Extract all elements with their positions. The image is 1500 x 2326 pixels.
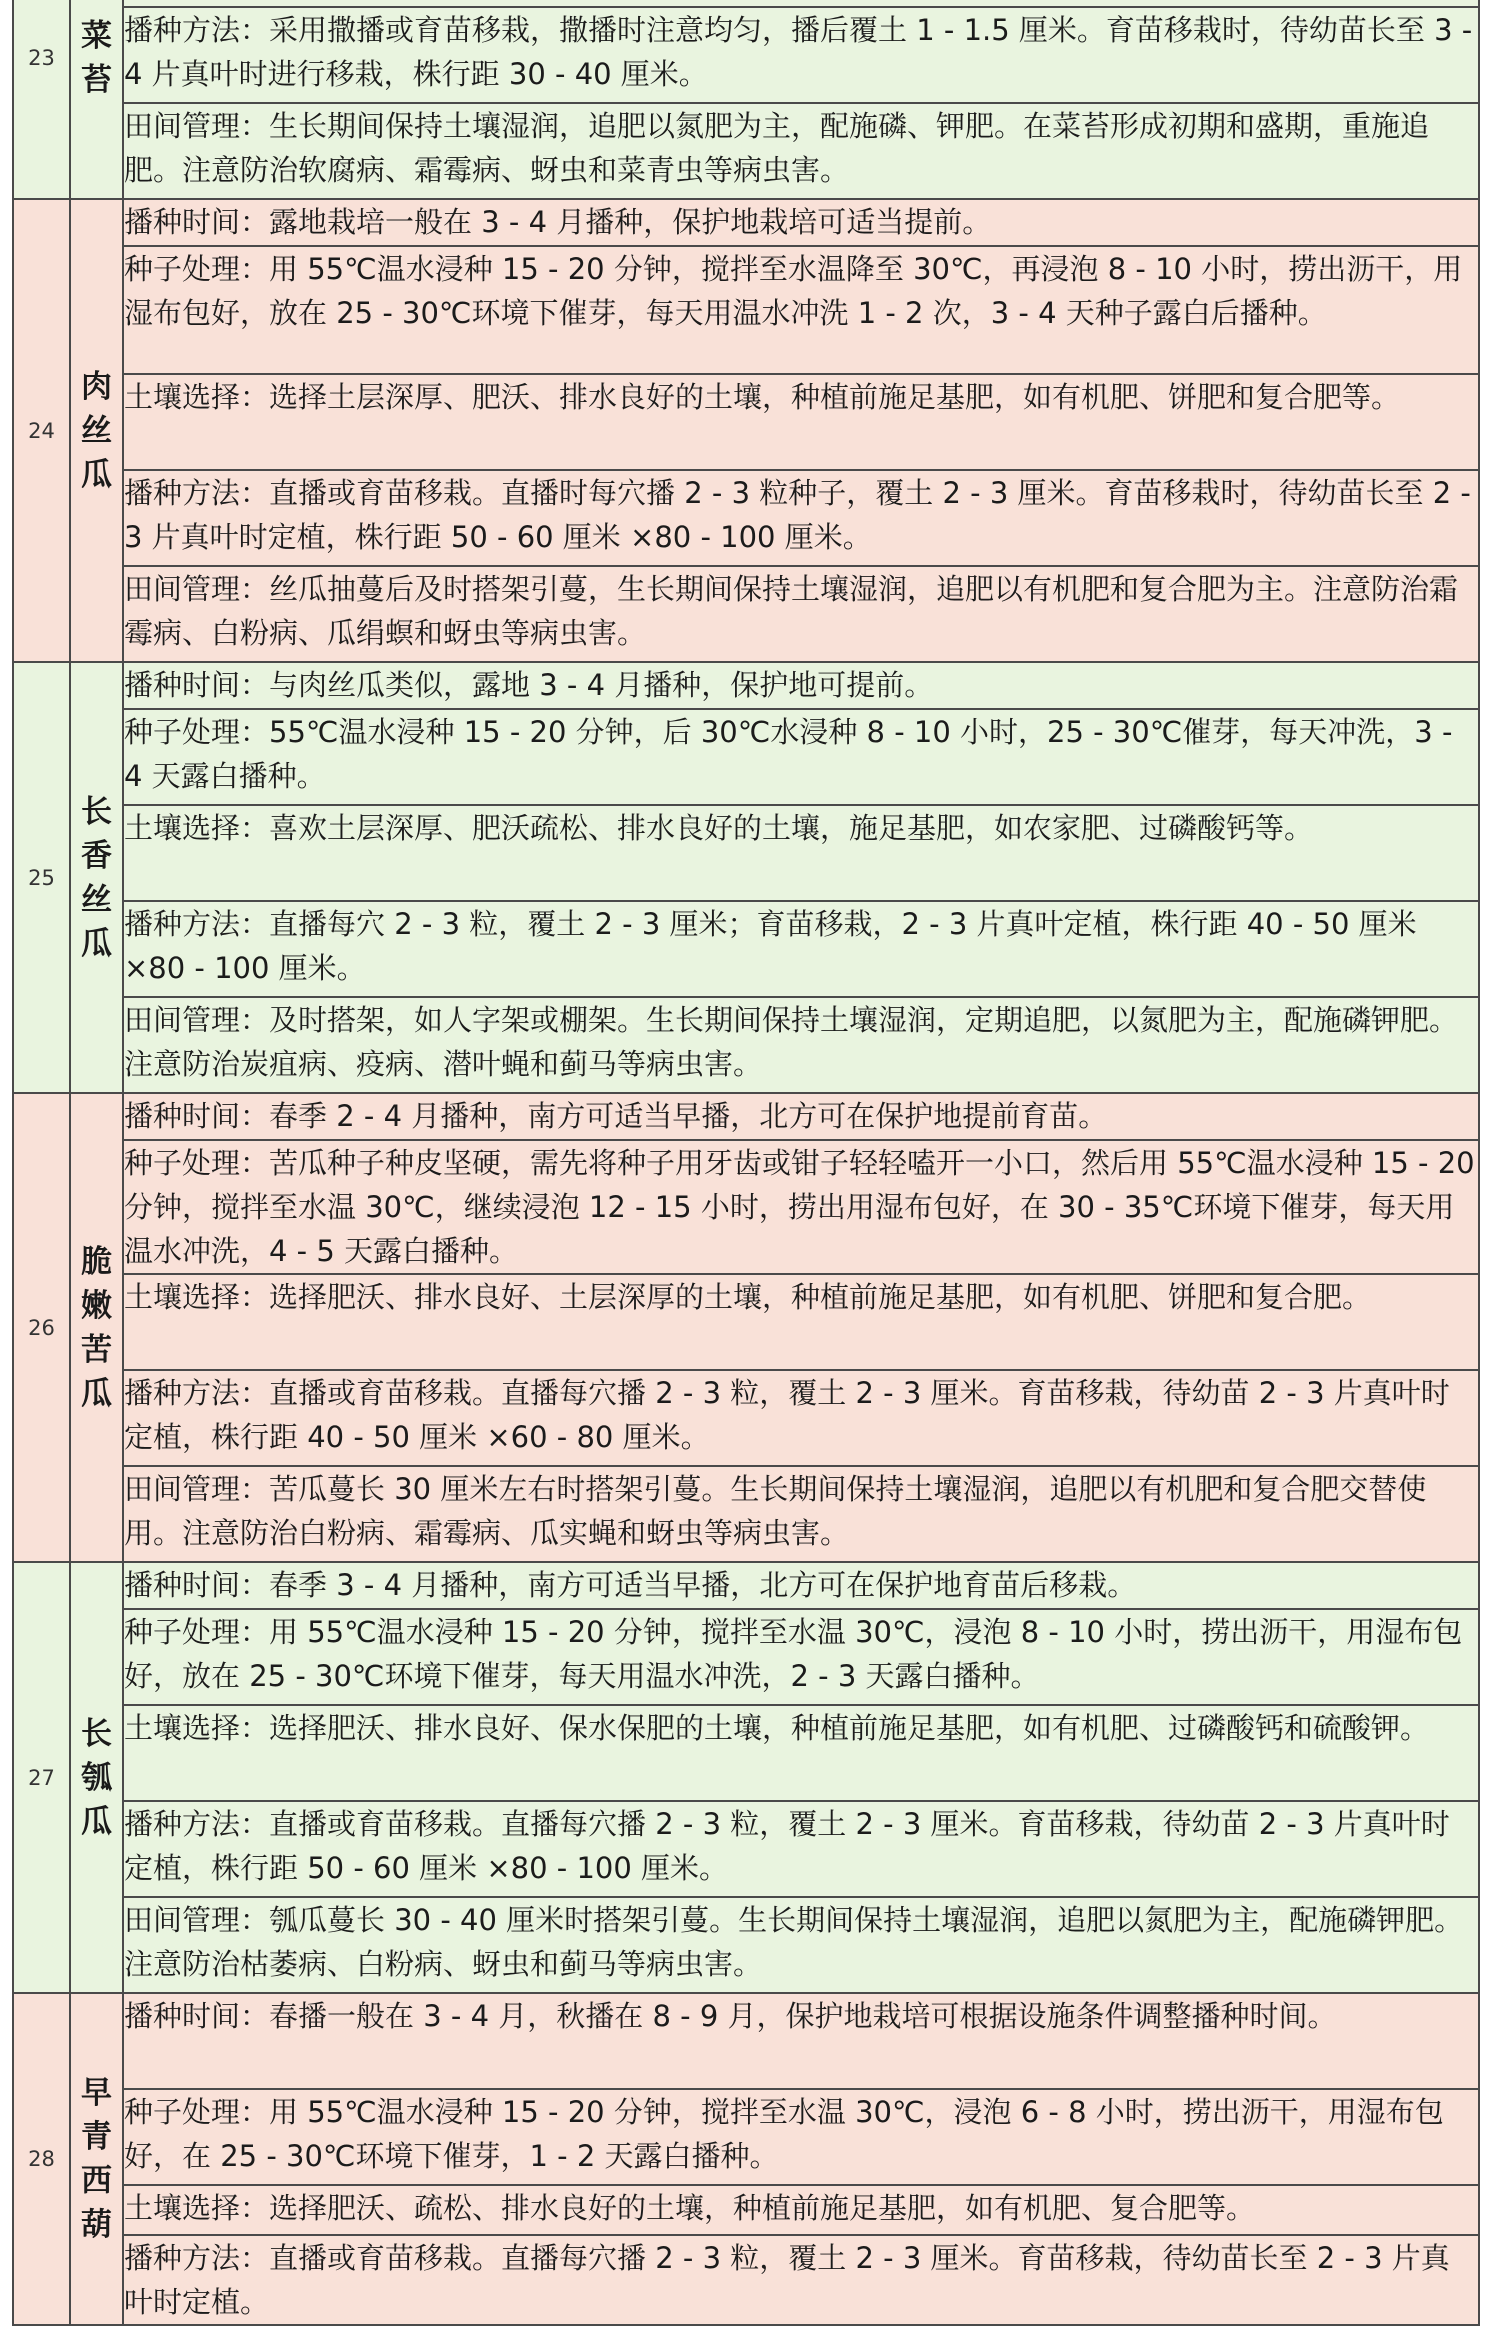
crop-name-text: 脆嫩苦瓜 [81, 1243, 112, 1412]
row-number [13, 199, 70, 662]
table-row [13, 470, 1479, 566]
field-label: 播种方法： [124, 907, 270, 941]
crop-name-text: 长香丝瓜 [81, 793, 112, 962]
row-number-text: 26 [28, 1315, 55, 1340]
table-row [13, 901, 1479, 997]
field-cell [123, 7, 1479, 103]
table-row [13, 374, 1479, 470]
field-cell [123, 1705, 1479, 1801]
table-row [13, 103, 1479, 199]
table-row [13, 0, 1479, 7]
crop-name-text: 菜苔 [81, 18, 112, 98]
field-label: 土壤选择： [124, 380, 270, 414]
field-text: 选择土层深厚、肥沃、排水良好的土壤，种植前施足基肥，如有机肥、饼肥和复合肥等。 [269, 380, 1401, 414]
field-label: 田间管理： [124, 109, 270, 143]
row-number [13, 0, 70, 199]
table-row [13, 199, 1479, 246]
row-number-text: 24 [28, 418, 55, 443]
field-text: 丝瓜抽蔓后及时搭架引蔓，生长期间保持土壤湿润，追肥以有机肥和复合肥为主。注意防治霜霉病、白粉病、瓜绢螟和蚜虫等病虫害。 [124, 572, 1459, 650]
crop-name-text: 长瓠瓜 [81, 1715, 112, 1840]
field-text: 直播或育苗移栽。直播每穴播 2 - 3 粒，覆土 2 - 3 厘米。育苗移栽，待幼苗长至 2 - 3 片真叶时定植。 [124, 2241, 1450, 2319]
field-label: 播种方法： [124, 1376, 270, 1410]
field-text: 及时搭架，如人字架或棚架。生长期间保持土壤湿润，定期追肥，以氮肥为主，配施磷钾肥。注意防治炭疽病、疫病、潜叶蝇和蓟马等病虫害。 [124, 1003, 1459, 1081]
field-label: 播种时间： [124, 1568, 270, 1602]
crop-name-text: 早青西葫 [81, 2075, 112, 2243]
field-label: 田间管理： [124, 572, 270, 606]
field-label: 播种方法： [124, 13, 270, 47]
field-label: 播种时间： [124, 1099, 270, 1133]
table-row [13, 1093, 1479, 1140]
table-row [13, 997, 1479, 1093]
crop-name [70, 199, 123, 662]
field-label: 田间管理： [124, 1472, 270, 1506]
field-text: 采用撒播或育苗移栽，撒播时注意均匀，播后覆土 1 - 1.5 厘米。育苗移栽时，待幼苗长至 3 - 4 片真叶时进行移栽，株行距 30 - 40 厘米。 [124, 13, 1473, 91]
field-text: 露地栽培一般在 3 - 4 月播种，保护地栽培可适当提前。 [269, 205, 992, 239]
field-text: 苦瓜种子种皮坚硬，需先将种子用牙齿或钳子轻轻嗑开一小口，然后用 55℃温水浸种 15 - 20 分钟，搅拌至水温 30℃，继续浸泡 12 - 15 小时，捞出用湿布包好，在 30 - 35℃环境下催芽，每天用温水冲洗，4 - 5 天露白播种。 [124, 1146, 1475, 1268]
field-cell [123, 997, 1479, 1093]
table-row [13, 1609, 1479, 1705]
field-text: 直播每穴 2 - 3 粒，覆土 2 - 3 厘米；育苗移栽，2 - 3 片真叶定植，株行距 40 - 50 厘米 ×80 - 100 厘米。 [124, 907, 1417, 985]
row-number [13, 1993, 70, 2325]
field-label: 播种时间： [124, 205, 270, 239]
field-label: 田间管理： [124, 1903, 270, 1937]
field-label: 种子处理： [124, 715, 270, 749]
field-cell [123, 2235, 1479, 2325]
table-row [13, 805, 1479, 901]
crop-name [70, 1093, 123, 1562]
table-row [13, 2089, 1479, 2185]
table-row [13, 7, 1479, 103]
field-cell [123, 709, 1479, 805]
table-row [13, 1140, 1479, 1274]
field-label: 播种时间： [124, 668, 270, 702]
row-number-text: 23 [28, 46, 55, 70]
field-label: 播种方法： [124, 476, 270, 510]
field-text: 瓠瓜蔓长 30 - 40 厘米时搭架引蔓。生长期间保持土壤湿润，追肥以氮肥为主，配施磷钾肥。注意防治枯萎病、白粉病、蚜虫和蓟马等病虫害。 [124, 1903, 1464, 1981]
field-cell [123, 470, 1479, 566]
field-text [124, 0, 1458, 1]
field-cell [123, 374, 1479, 470]
field-cell [123, 1140, 1479, 1274]
row-number [13, 662, 70, 1093]
field-label: 田间管理： [124, 1003, 270, 1037]
field-text: 用 55℃温水浸种 15 - 20 分钟，搅拌至水温 30℃，浸泡 8 - 10 小时，捞出沥干，用湿布包好，放在 25 - 30℃环境下催芽，每天用温水冲洗，2 - 3 天露白播种。 [124, 1615, 1463, 1693]
table-row [13, 1705, 1479, 1801]
field-label: 种子处理： [124, 252, 270, 286]
field-label: 播种时间： [124, 1999, 270, 2033]
field-text: 选择肥沃、排水良好、土层深厚的土壤，种植前施足基肥，如有机肥、饼肥和复合肥。 [269, 1280, 1372, 1314]
field-cell [123, 246, 1479, 374]
field-cell [123, 103, 1479, 199]
field-cell [123, 0, 1479, 7]
field-cell [123, 199, 1479, 246]
table-row [13, 662, 1479, 709]
field-label: 种子处理： [124, 1615, 270, 1649]
table-row [13, 1993, 1479, 2089]
row-number [13, 1093, 70, 1562]
field-cell [123, 1370, 1479, 1466]
field-label: 土壤选择： [124, 1280, 270, 1314]
field-text: 直播或育苗移栽。直播每穴播 2 - 3 粒，覆土 2 - 3 厘米。育苗移栽，待幼苗 2 - 3 片真叶时定植，株行距 50 - 60 厘米 ×80 - 100 厘米。 [124, 1807, 1450, 1885]
row-number [13, 1562, 70, 1993]
field-cell [123, 1897, 1479, 1993]
table-row [13, 1274, 1479, 1370]
field-label: 播种方法： [124, 1807, 270, 1841]
field-cell [123, 1274, 1479, 1370]
field-cell [123, 1562, 1479, 1609]
field-text: 直播或育苗移栽。直播时每穴播 2 - 3 粒种子，覆土 2 - 3 厘米。育苗移栽时，待幼苗长至 2 - 3 片真叶时定植，株行距 50 - 60 厘米 ×80 - 100 厘米。 [124, 476, 1471, 554]
field-text: 春季 3 - 4 月播种，南方可适当早播，北方可在保护地育苗后移栽。 [269, 1568, 1137, 1602]
table-row [13, 1897, 1479, 1993]
field-cell [123, 566, 1479, 662]
table-row [13, 1466, 1479, 1562]
table-row [13, 1801, 1479, 1897]
field-cell [123, 1466, 1479, 1562]
field-text: 直播或育苗移栽。直播每穴播 2 - 3 粒，覆土 2 - 3 厘米。育苗移栽，待幼苗 2 - 3 片真叶时定植，株行距 40 - 50 厘米 ×60 - 80 厘米。 [124, 1376, 1450, 1454]
field-text: 生长期间保持土壤湿润，追肥以氮肥为主，配施磷、钾肥。在菜苔形成初期和盛期，重施追肥。注意防治软腐病、霜霉病、蚜虫和菜青虫等病虫害。 [124, 109, 1430, 187]
crop-name-text: 肉丝瓜 [81, 368, 112, 493]
field-label: 土壤选择： [124, 811, 270, 845]
row-number-text: 27 [28, 1765, 55, 1790]
crop-name [70, 0, 123, 199]
crop-name [70, 662, 123, 1093]
table-row [13, 2185, 1479, 2235]
crop-name [70, 1562, 123, 1993]
field-text: 用 55℃温水浸种 15 - 20 分钟，搅拌至水温降至 30℃，再浸泡 8 - 10 小时，捞出沥干，用湿布包好，放在 25 - 30℃环境下催芽，每天用温水冲洗 1 - 2 次，3 - 4 天种子露白后播种。 [124, 252, 1463, 330]
table-row [13, 1562, 1479, 1609]
table-row [13, 246, 1479, 374]
field-label: 土壤选择： [124, 2191, 270, 2225]
field-cell [123, 1993, 1479, 2089]
field-cell [123, 2089, 1479, 2185]
field-label: 土壤选择： [124, 1711, 270, 1745]
planting-guide-table [12, 0, 1480, 2326]
field-text: 春季 2 - 4 月播种，南方可适当早播，北方可在保护地提前育苗。 [269, 1099, 1108, 1133]
field-text: 55℃温水浸种 15 - 20 分钟，后 30℃水浸种 8 - 10 小时，25 - 30℃催芽，每天冲洗，3 - 4 天露白播种。 [124, 715, 1453, 793]
crop-name [70, 1993, 123, 2325]
row-number-text: 25 [28, 865, 55, 890]
field-label: 种子处理： [124, 1146, 270, 1180]
field-cell [123, 662, 1479, 709]
table-row [13, 2235, 1479, 2325]
field-text: 与肉丝瓜类似，露地 3 - 4 月播种，保护地可提前。 [269, 668, 934, 702]
field-cell [123, 901, 1479, 997]
field-label: 播种方法： [124, 2241, 270, 2275]
field-cell [123, 1093, 1479, 1140]
field-label: 种子处理： [124, 2095, 270, 2129]
table-row [13, 1370, 1479, 1466]
table-row [13, 566, 1479, 662]
field-cell [123, 1609, 1479, 1705]
row-number-text: 28 [28, 2147, 55, 2171]
field-text: 春播一般在 3 - 4 月，秋播在 8 - 9 月，保护地栽培可根据设施条件调整播种时间。 [269, 1999, 1337, 2033]
field-cell [123, 805, 1479, 901]
field-text: 选择肥沃、疏松、排水良好的土壤，种植前施足基肥，如有机肥、复合肥等。 [269, 2191, 1256, 2225]
field-cell [123, 1801, 1479, 1897]
field-text: 用 55℃温水浸种 15 - 20 分钟，搅拌至水温 30℃，浸泡 6 - 8 小时，捞出沥干，用湿布包好，在 25 - 30℃环境下催芽，1 - 2 天露白播种。 [124, 2095, 1444, 2173]
table-row [13, 709, 1479, 805]
field-text: 选择肥沃、排水良好、保水保肥的土壤，种植前施足基肥，如有机肥、过磷酸钙和硫酸钾。 [269, 1711, 1430, 1745]
field-text: 喜欢土层深厚、肥沃疏松、排水良好的土壤，施足基肥，如农家肥、过磷酸钙等。 [269, 811, 1314, 845]
field-text: 苦瓜蔓长 30 厘米左右时搭架引蔓。生长期间保持土壤湿润，追肥以有机肥和复合肥交替使用。注意防治白粉病、霜霉病、瓜实蝇和蚜虫等病虫害。 [124, 1472, 1427, 1550]
field-cell [123, 2185, 1479, 2235]
